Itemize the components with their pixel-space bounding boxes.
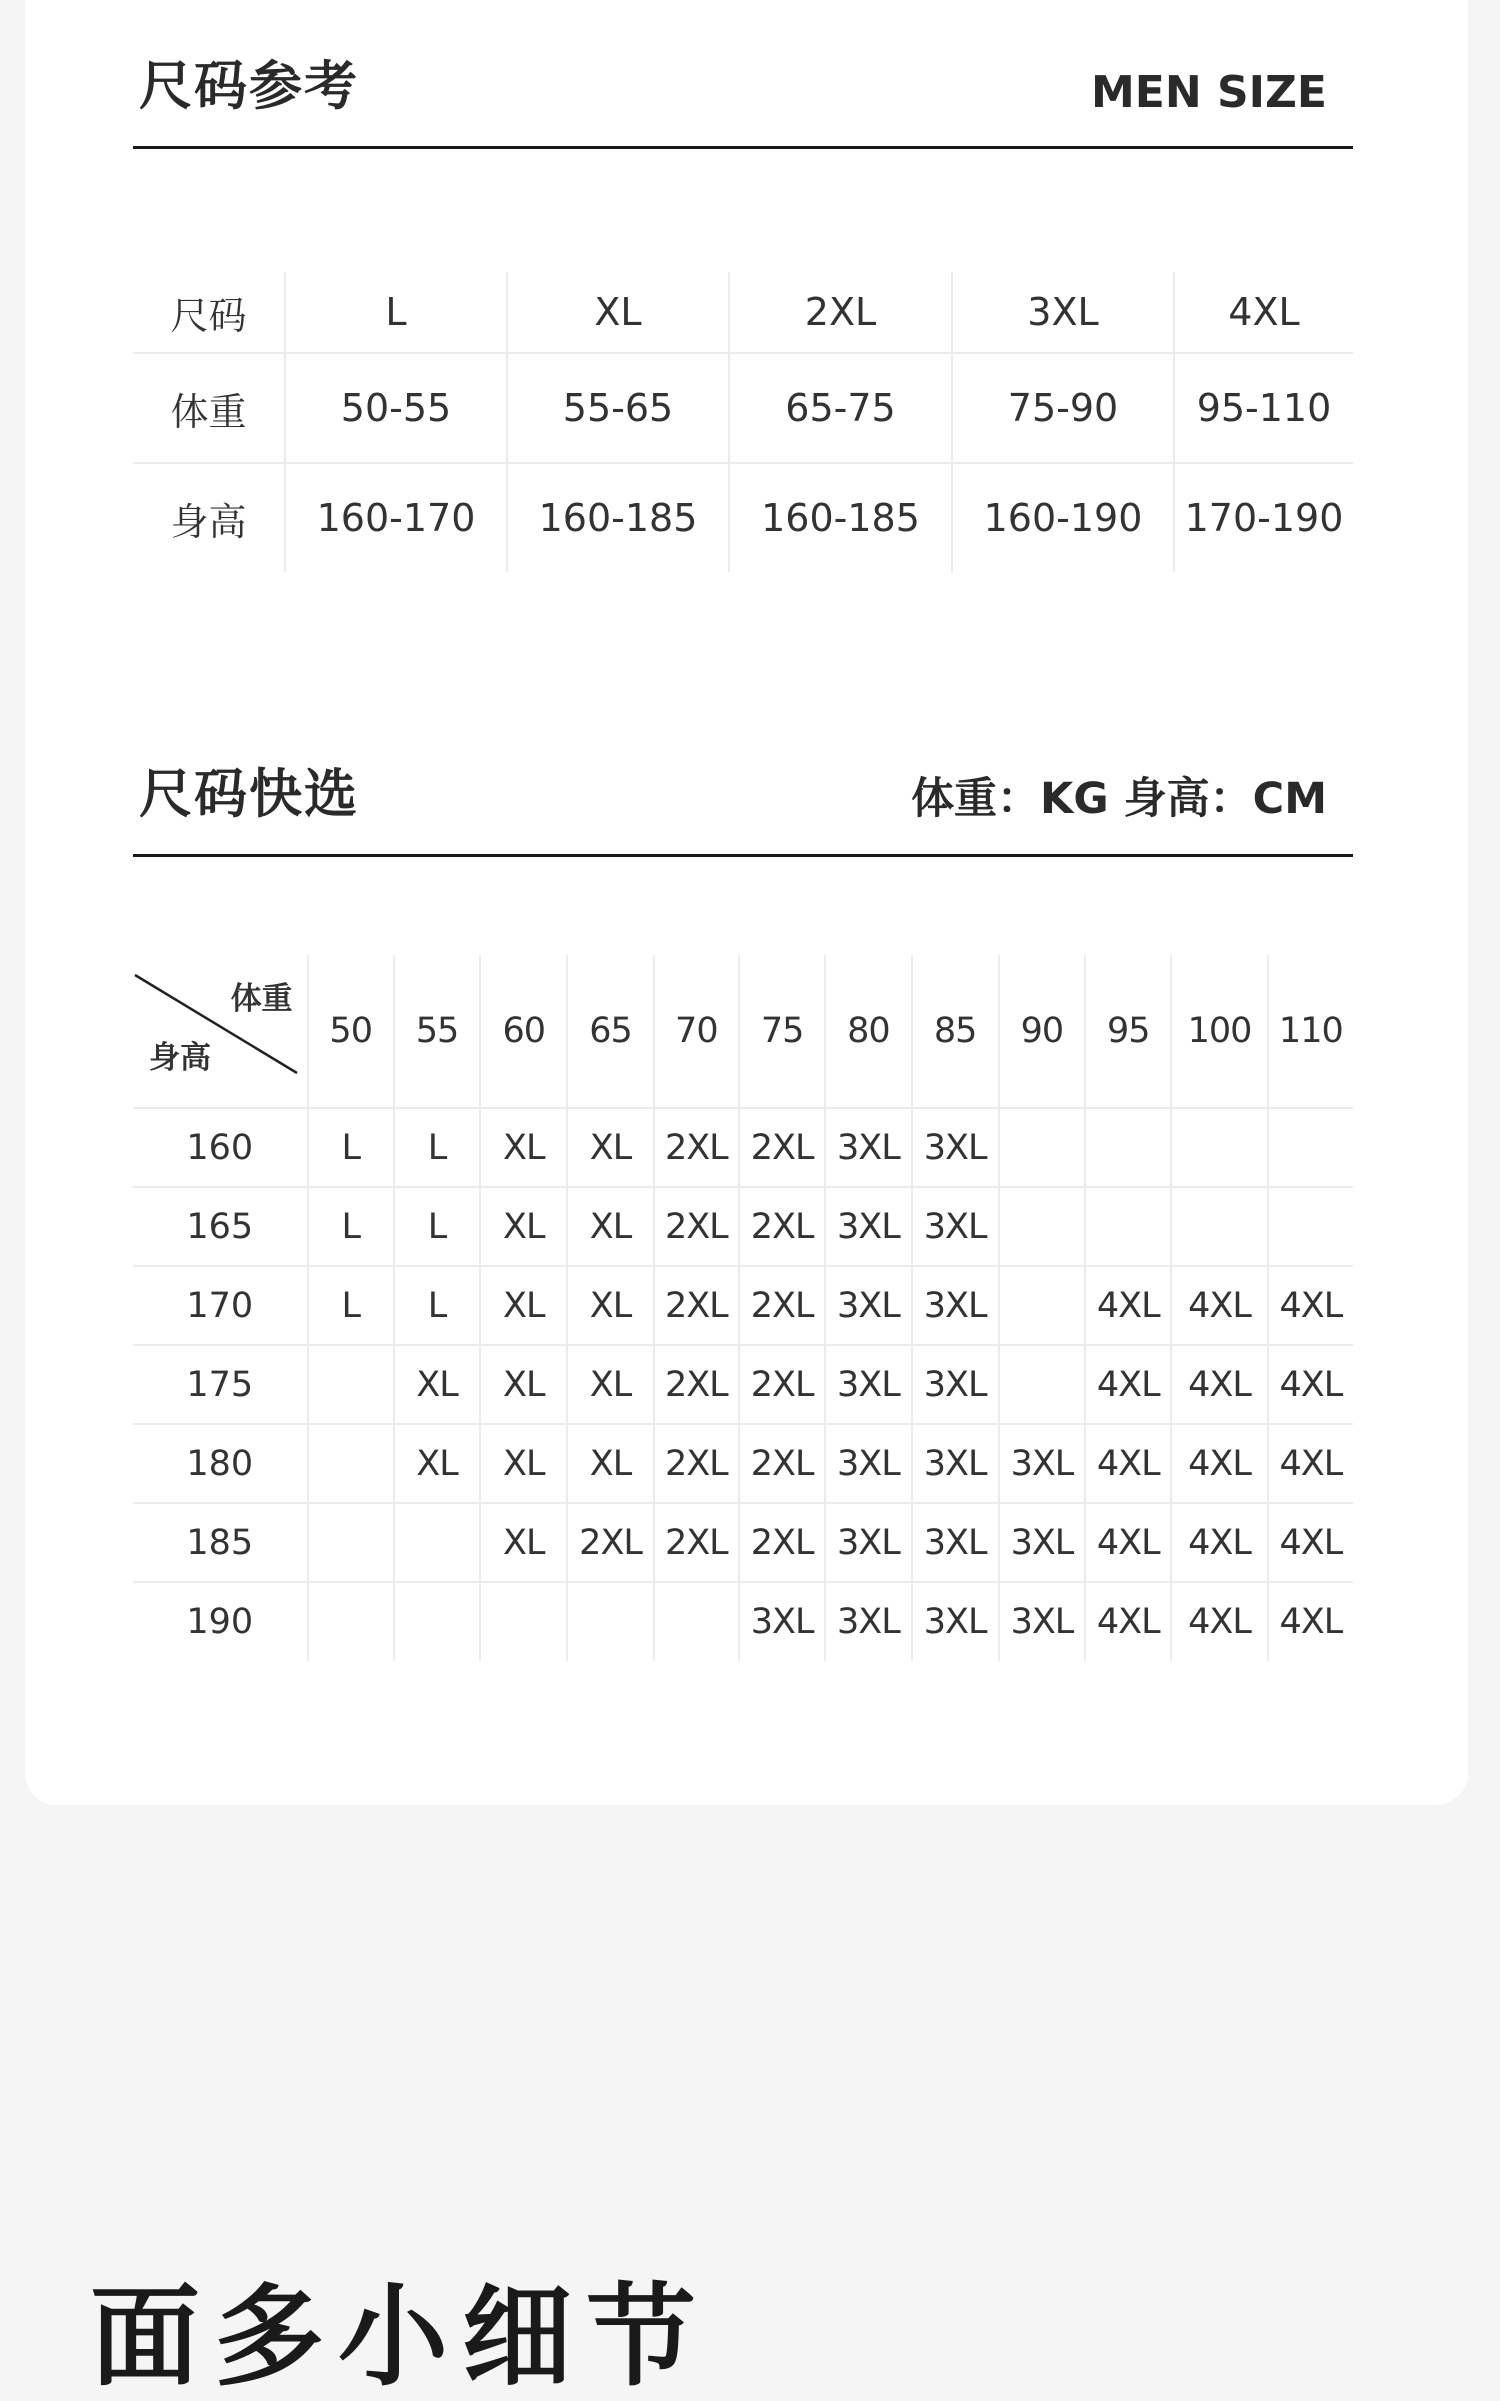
size-reference-table xyxy=(133,272,1353,572)
size-cell: XL xyxy=(480,1266,567,1345)
size-cell: 4XL xyxy=(1268,1345,1353,1424)
size-cell xyxy=(308,1424,394,1503)
size-cell: 2XL xyxy=(739,1108,825,1187)
table-row xyxy=(133,353,1353,463)
weight-header-row xyxy=(133,955,1353,1108)
size-cell: 3XL xyxy=(825,1582,911,1661)
size-cell xyxy=(999,1345,1085,1424)
size-cell: 3XL xyxy=(825,1503,911,1582)
weight-column-header: 110 xyxy=(1268,955,1353,1108)
weight-column-header: 55 xyxy=(394,955,480,1108)
size-cell: 3XL xyxy=(999,1424,1085,1503)
size-cell xyxy=(1268,1108,1353,1187)
size-cell: 3XL xyxy=(912,1187,999,1266)
weight-column-header: 70 xyxy=(654,955,739,1108)
size-cell xyxy=(1171,1187,1267,1266)
size-cell xyxy=(308,1503,394,1582)
size-cell xyxy=(1085,1108,1171,1187)
size-cell: 2XL xyxy=(739,1503,825,1582)
size-cell: 4XL xyxy=(1268,1582,1353,1661)
weight-column-header: 60 xyxy=(480,955,567,1108)
size-cell: 2XL xyxy=(739,1187,825,1266)
table-row xyxy=(133,1503,1353,1582)
size-cell: 4XL xyxy=(1171,1503,1267,1582)
size-cell: 2XL xyxy=(567,1503,653,1582)
height-axis-label: 身高 xyxy=(149,1040,211,1076)
size-cell xyxy=(567,1582,653,1661)
row-label: 体重 xyxy=(133,353,285,463)
size-cell: 3XL xyxy=(912,1582,999,1661)
table-cell: 160-190 xyxy=(952,463,1174,572)
quick-select-table xyxy=(133,955,1353,1661)
size-cell: 3XL xyxy=(825,1424,911,1503)
size-cell: 3XL xyxy=(999,1582,1085,1661)
height-row-header: 175 xyxy=(133,1345,308,1424)
size-cell: XL xyxy=(567,1108,653,1187)
size-cell: L xyxy=(394,1108,480,1187)
table-cell: 4XL xyxy=(1174,272,1353,353)
table-cell: 75-90 xyxy=(952,353,1174,463)
table-row xyxy=(133,1266,1353,1345)
table-cell: XL xyxy=(507,272,729,353)
size-cell: 3XL xyxy=(912,1345,999,1424)
size-cell xyxy=(999,1187,1085,1266)
table-cell: 170-190 xyxy=(1174,463,1353,572)
table-cell: L xyxy=(285,272,507,353)
row-label: 身高 xyxy=(170,499,247,544)
table-row xyxy=(133,1424,1353,1503)
weight-column-header: 50 xyxy=(308,955,394,1108)
table-cell: 65-75 xyxy=(729,353,952,463)
size-cell xyxy=(1085,1187,1171,1266)
weight-column-header: 75 xyxy=(739,955,825,1108)
size-cell xyxy=(480,1582,567,1661)
size-cell: L xyxy=(394,1187,480,1266)
size-cell: 2XL xyxy=(739,1266,825,1345)
table-row xyxy=(133,463,1353,572)
size-cell: 2XL xyxy=(654,1187,739,1266)
table-cell: 160-185 xyxy=(507,463,729,572)
quick-select-header xyxy=(133,764,1353,857)
height-row-header: 170 xyxy=(133,1266,308,1345)
bottom-section-heading: 面多小细节 xyxy=(90,2273,710,2401)
height-row-header: 165 xyxy=(133,1187,308,1266)
row-label: 尺码 xyxy=(133,272,285,353)
size-cell xyxy=(308,1345,394,1424)
table-corner-cell xyxy=(133,955,308,1108)
table-row xyxy=(133,1582,1353,1661)
weight-column-header: 85 xyxy=(912,955,999,1108)
weight-column-header: 100 xyxy=(1171,955,1267,1108)
table-row xyxy=(133,1345,1353,1424)
weight-axis-label: 体重 xyxy=(230,981,293,1017)
size-cell: 2XL xyxy=(654,1266,739,1345)
size-cell: 4XL xyxy=(1268,1503,1353,1582)
size-cell: L xyxy=(394,1266,480,1345)
size-cell: 2XL xyxy=(654,1424,739,1503)
height-row-header: 185 xyxy=(133,1503,308,1582)
size-cell: XL xyxy=(480,1345,567,1424)
size-cell: 2XL xyxy=(654,1503,739,1582)
size-cell: 3XL xyxy=(912,1108,999,1187)
size-cell: 4XL xyxy=(1085,1503,1171,1582)
weight-column-header: 65 xyxy=(567,955,653,1108)
size-cell: XL xyxy=(480,1424,567,1503)
size-reference-title: 尺码参考 xyxy=(139,56,359,117)
table-cell: 50-55 xyxy=(285,353,507,463)
size-cell: 4XL xyxy=(1171,1424,1267,1503)
size-cell: 3XL xyxy=(912,1503,999,1582)
size-cell xyxy=(394,1503,480,1582)
size-cell: XL xyxy=(480,1108,567,1187)
size-cell xyxy=(654,1582,739,1661)
table-cell: 55-65 xyxy=(507,353,729,463)
size-cell xyxy=(1268,1187,1353,1266)
size-cell xyxy=(308,1582,394,1661)
table-cell: 160-185 xyxy=(729,463,952,572)
size-cell xyxy=(999,1108,1085,1187)
size-cell: 3XL xyxy=(825,1345,911,1424)
size-cell: L xyxy=(308,1266,394,1345)
weight-column-header: 95 xyxy=(1085,955,1171,1108)
size-cell: 4XL xyxy=(1268,1424,1353,1503)
table-cell: 2XL xyxy=(729,272,952,353)
size-cell: 2XL xyxy=(739,1345,825,1424)
size-cell xyxy=(394,1582,480,1661)
size-cell: 4XL xyxy=(1085,1266,1171,1345)
height-row-header: 190 xyxy=(186,1602,254,1642)
table-row xyxy=(133,272,1353,353)
size-cell: XL xyxy=(394,1424,480,1503)
size-cell: 3XL xyxy=(825,1187,911,1266)
size-cell: 4XL xyxy=(1085,1345,1171,1424)
height-row-header: 180 xyxy=(133,1424,308,1503)
weight-column-header: 90 xyxy=(999,955,1085,1108)
size-cell: 4XL xyxy=(1268,1266,1353,1345)
size-cell: XL xyxy=(567,1266,653,1345)
table-cell: 160-170 xyxy=(285,463,507,572)
size-cell: XL xyxy=(567,1345,653,1424)
size-cell: L xyxy=(308,1187,394,1266)
quick-select-title: 尺码快选 xyxy=(139,764,359,825)
size-cell: 4XL xyxy=(1171,1266,1267,1345)
size-cell: 3XL xyxy=(912,1266,999,1345)
table-cell: 95-110 xyxy=(1174,353,1353,463)
size-cell xyxy=(999,1266,1085,1345)
size-cell: 4XL xyxy=(1171,1345,1267,1424)
size-cell: 4XL xyxy=(1171,1582,1267,1661)
table-row xyxy=(133,1187,1353,1266)
size-cell: 2XL xyxy=(654,1108,739,1187)
table-row xyxy=(133,1108,1353,1187)
size-cell: 3XL xyxy=(999,1503,1085,1582)
size-cell: XL xyxy=(567,1424,653,1503)
size-cell: 3XL xyxy=(825,1108,911,1187)
size-cell: 2XL xyxy=(739,1424,825,1503)
size-cell: XL xyxy=(394,1345,480,1424)
size-reference-header xyxy=(133,56,1353,149)
men-size-label: MEN SIZE xyxy=(1090,67,1327,118)
size-cell: XL xyxy=(480,1187,567,1266)
size-cell: 4XL xyxy=(1085,1424,1171,1503)
size-cell: 3XL xyxy=(912,1424,999,1503)
size-cell: 3XL xyxy=(825,1266,911,1345)
height-row-header: 160 xyxy=(133,1108,308,1187)
size-cell: XL xyxy=(567,1187,653,1266)
size-cell: 4XL xyxy=(1085,1582,1171,1661)
size-cell: L xyxy=(308,1108,394,1187)
units-label: 体重：KG 身高：CM xyxy=(911,774,1327,824)
size-cell: 3XL xyxy=(739,1582,825,1661)
table-cell: 3XL xyxy=(952,272,1174,353)
weight-column-header: 80 xyxy=(825,955,911,1108)
size-cell: XL xyxy=(480,1503,567,1582)
size-cell xyxy=(1171,1108,1267,1187)
size-cell: 2XL xyxy=(654,1345,739,1424)
